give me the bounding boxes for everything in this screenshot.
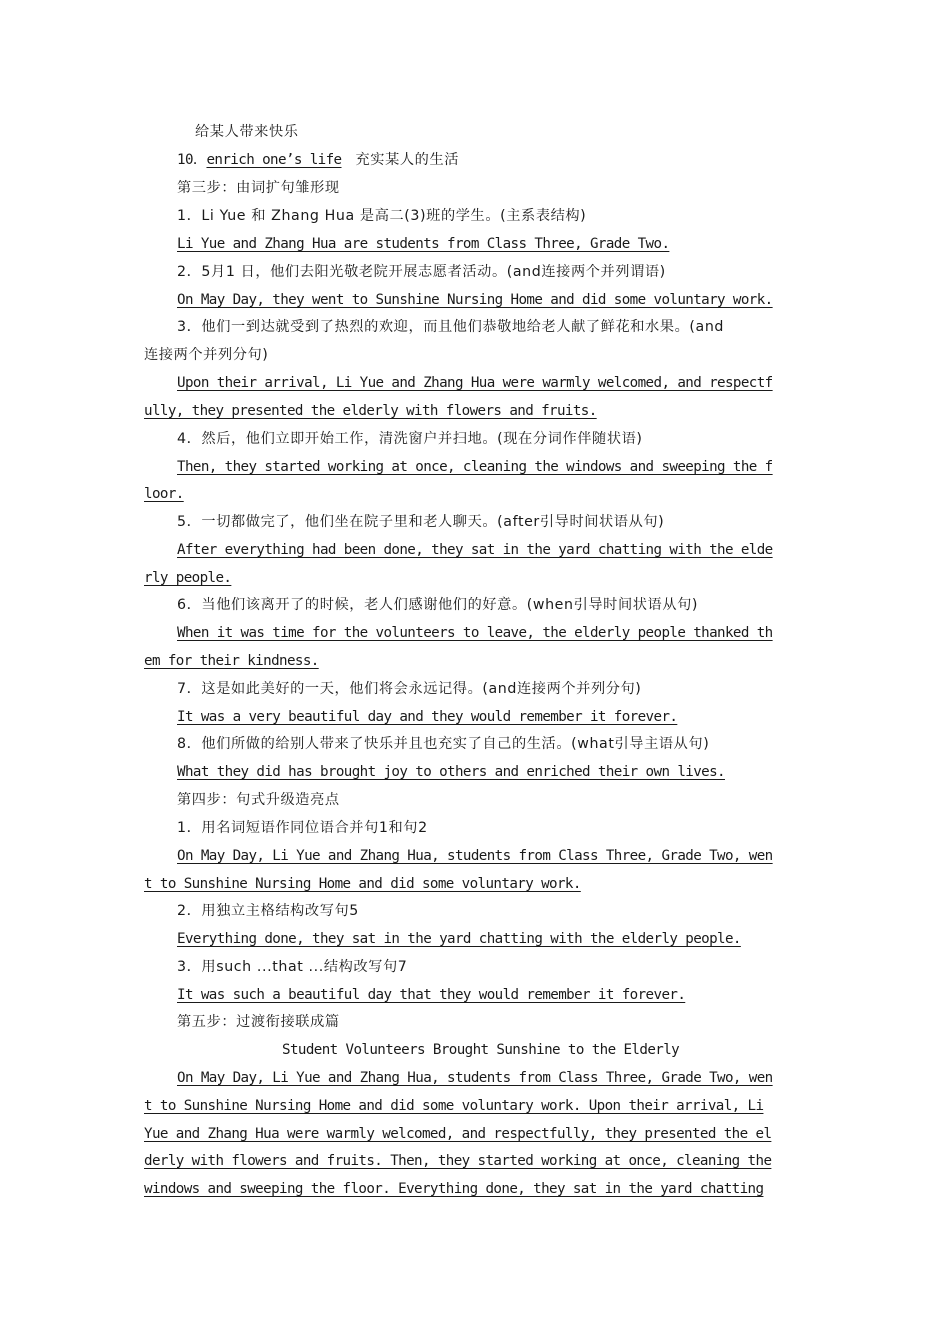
- prompt-2: 2．5月1 日，他们去阳光敬老院开展志愿者活动。(and连接两个并列谓语): [177, 264, 666, 280]
- prompt-6: 6．当他们该离开了的时候，老人们感谢他们的好意。(when引导时间状语从句): [177, 597, 699, 613]
- answer-3: Upon their arrival, Li Yue and Zhang Hua were warmly welcomed, and respectf: [177, 375, 773, 391]
- prompt-5: 5．一切都做完了，他们坐在院子里和老人聊天。(after引导时间状语从句): [177, 514, 665, 530]
- section-heading-step4: 第四步：句式升级造亮点: [177, 792, 340, 808]
- answer-6-cont: em for their kindness.: [144, 653, 319, 669]
- answer-2: On May Day, they went to Sunshine Nursing Home and did some voluntary work.: [177, 292, 773, 308]
- phrase-meaning: 充实某人的生活: [355, 152, 460, 168]
- prompt-1: 1．Li Yue 和 Zhang Hua 是高二(3)班的学生。(主系表结构): [177, 208, 587, 224]
- answer-1: Li Yue and Zhang Hua are students from Class Three, Grade Two.: [177, 236, 670, 252]
- answer-3-cont: ully, they presented the elderly with flowers and fruits.: [144, 403, 597, 419]
- prompt-3-cont: 连接两个并列分句): [144, 347, 269, 363]
- section-heading-step3: 第三步：由词扩句雏形现: [177, 180, 340, 196]
- answer-4: Then, they started working at once, cleaning the windows and sweeping the f: [177, 459, 773, 475]
- phrase: enrich one’s life: [206, 152, 342, 168]
- answer-5: After everything had been done, they sat in the yard chatting with the elde: [177, 542, 773, 558]
- upgrade-prompt-1: 1．用名词短语作同位语合并句1和句2: [177, 820, 428, 836]
- prompt-7: 7．这是如此美好的一天，他们将会永远记得。(and连接两个并列分句): [177, 681, 642, 697]
- essay-line: derly with flowers and fruits. Then, they started working at once, cleaning the: [144, 1153, 772, 1169]
- section-heading-step5: 第五步：过渡衔接联成篇: [177, 1014, 340, 1030]
- essay-line: On May Day, Li Yue and Zhang Hua, students from Class Three, Grade Two, wen: [177, 1070, 773, 1086]
- prompt-3: 3．他们一到达就受到了热烈的欢迎，而且他们恭敬地给老人献了鲜花和水果。(and: [177, 319, 725, 335]
- upgrade-answer-1: On May Day, Li Yue and Zhang Hua, students from Class Three, Grade Two, wen: [177, 848, 773, 864]
- upgrade-answer-2: Everything done, they sat in the yard chatting with the elderly people.: [177, 931, 741, 947]
- answer-7: It was a very beautiful day and they would remember it forever.: [177, 709, 678, 725]
- upgrade-prompt-3: 3．用such ...that ...结构改写句7: [177, 959, 408, 975]
- item-number: 10．: [177, 152, 207, 168]
- answer-4-cont: loor.: [144, 486, 184, 502]
- prompt-4: 4．然后，他们立即开始工作，清洗窗户并扫地。(现在分词作伴随状语): [177, 431, 643, 447]
- essay-title: Student Volunteers Brought Sunshine to the Elderly: [282, 1042, 680, 1058]
- vocab-item-10: [177, 150, 806, 170]
- upgrade-answer-3: It was such a beautiful day that they would remember it forever.: [177, 987, 686, 1003]
- prompt-8: 8．他们所做的给别人带来了快乐并且也充实了自己的生活。(what引导主语从句): [177, 736, 710, 752]
- essay-line: windows and sweeping the floor. Everything done, they sat in the yard chatting: [144, 1181, 764, 1197]
- upgrade-answer-1-cont: t to Sunshine Nursing Home and did some voluntary work.: [144, 876, 581, 892]
- answer-5-cont: rly people.: [144, 570, 232, 586]
- upgrade-prompt-2: 2．用独立主格结构改写句5: [177, 903, 359, 919]
- essay-line: Yue and Zhang Hua were warmly welcomed, and respectfully, they presented the el: [144, 1126, 772, 1142]
- text-line: 给某人带来快乐: [195, 124, 299, 140]
- essay-line: t to Sunshine Nursing Home and did some voluntary work. Upon their arrival, Li: [144, 1098, 764, 1114]
- answer-6: When it was time for the volunteers to leave, the elderly people thanked th: [177, 625, 773, 641]
- answer-8: What they did has brought joy to others and enriched their own lives.: [177, 764, 725, 780]
